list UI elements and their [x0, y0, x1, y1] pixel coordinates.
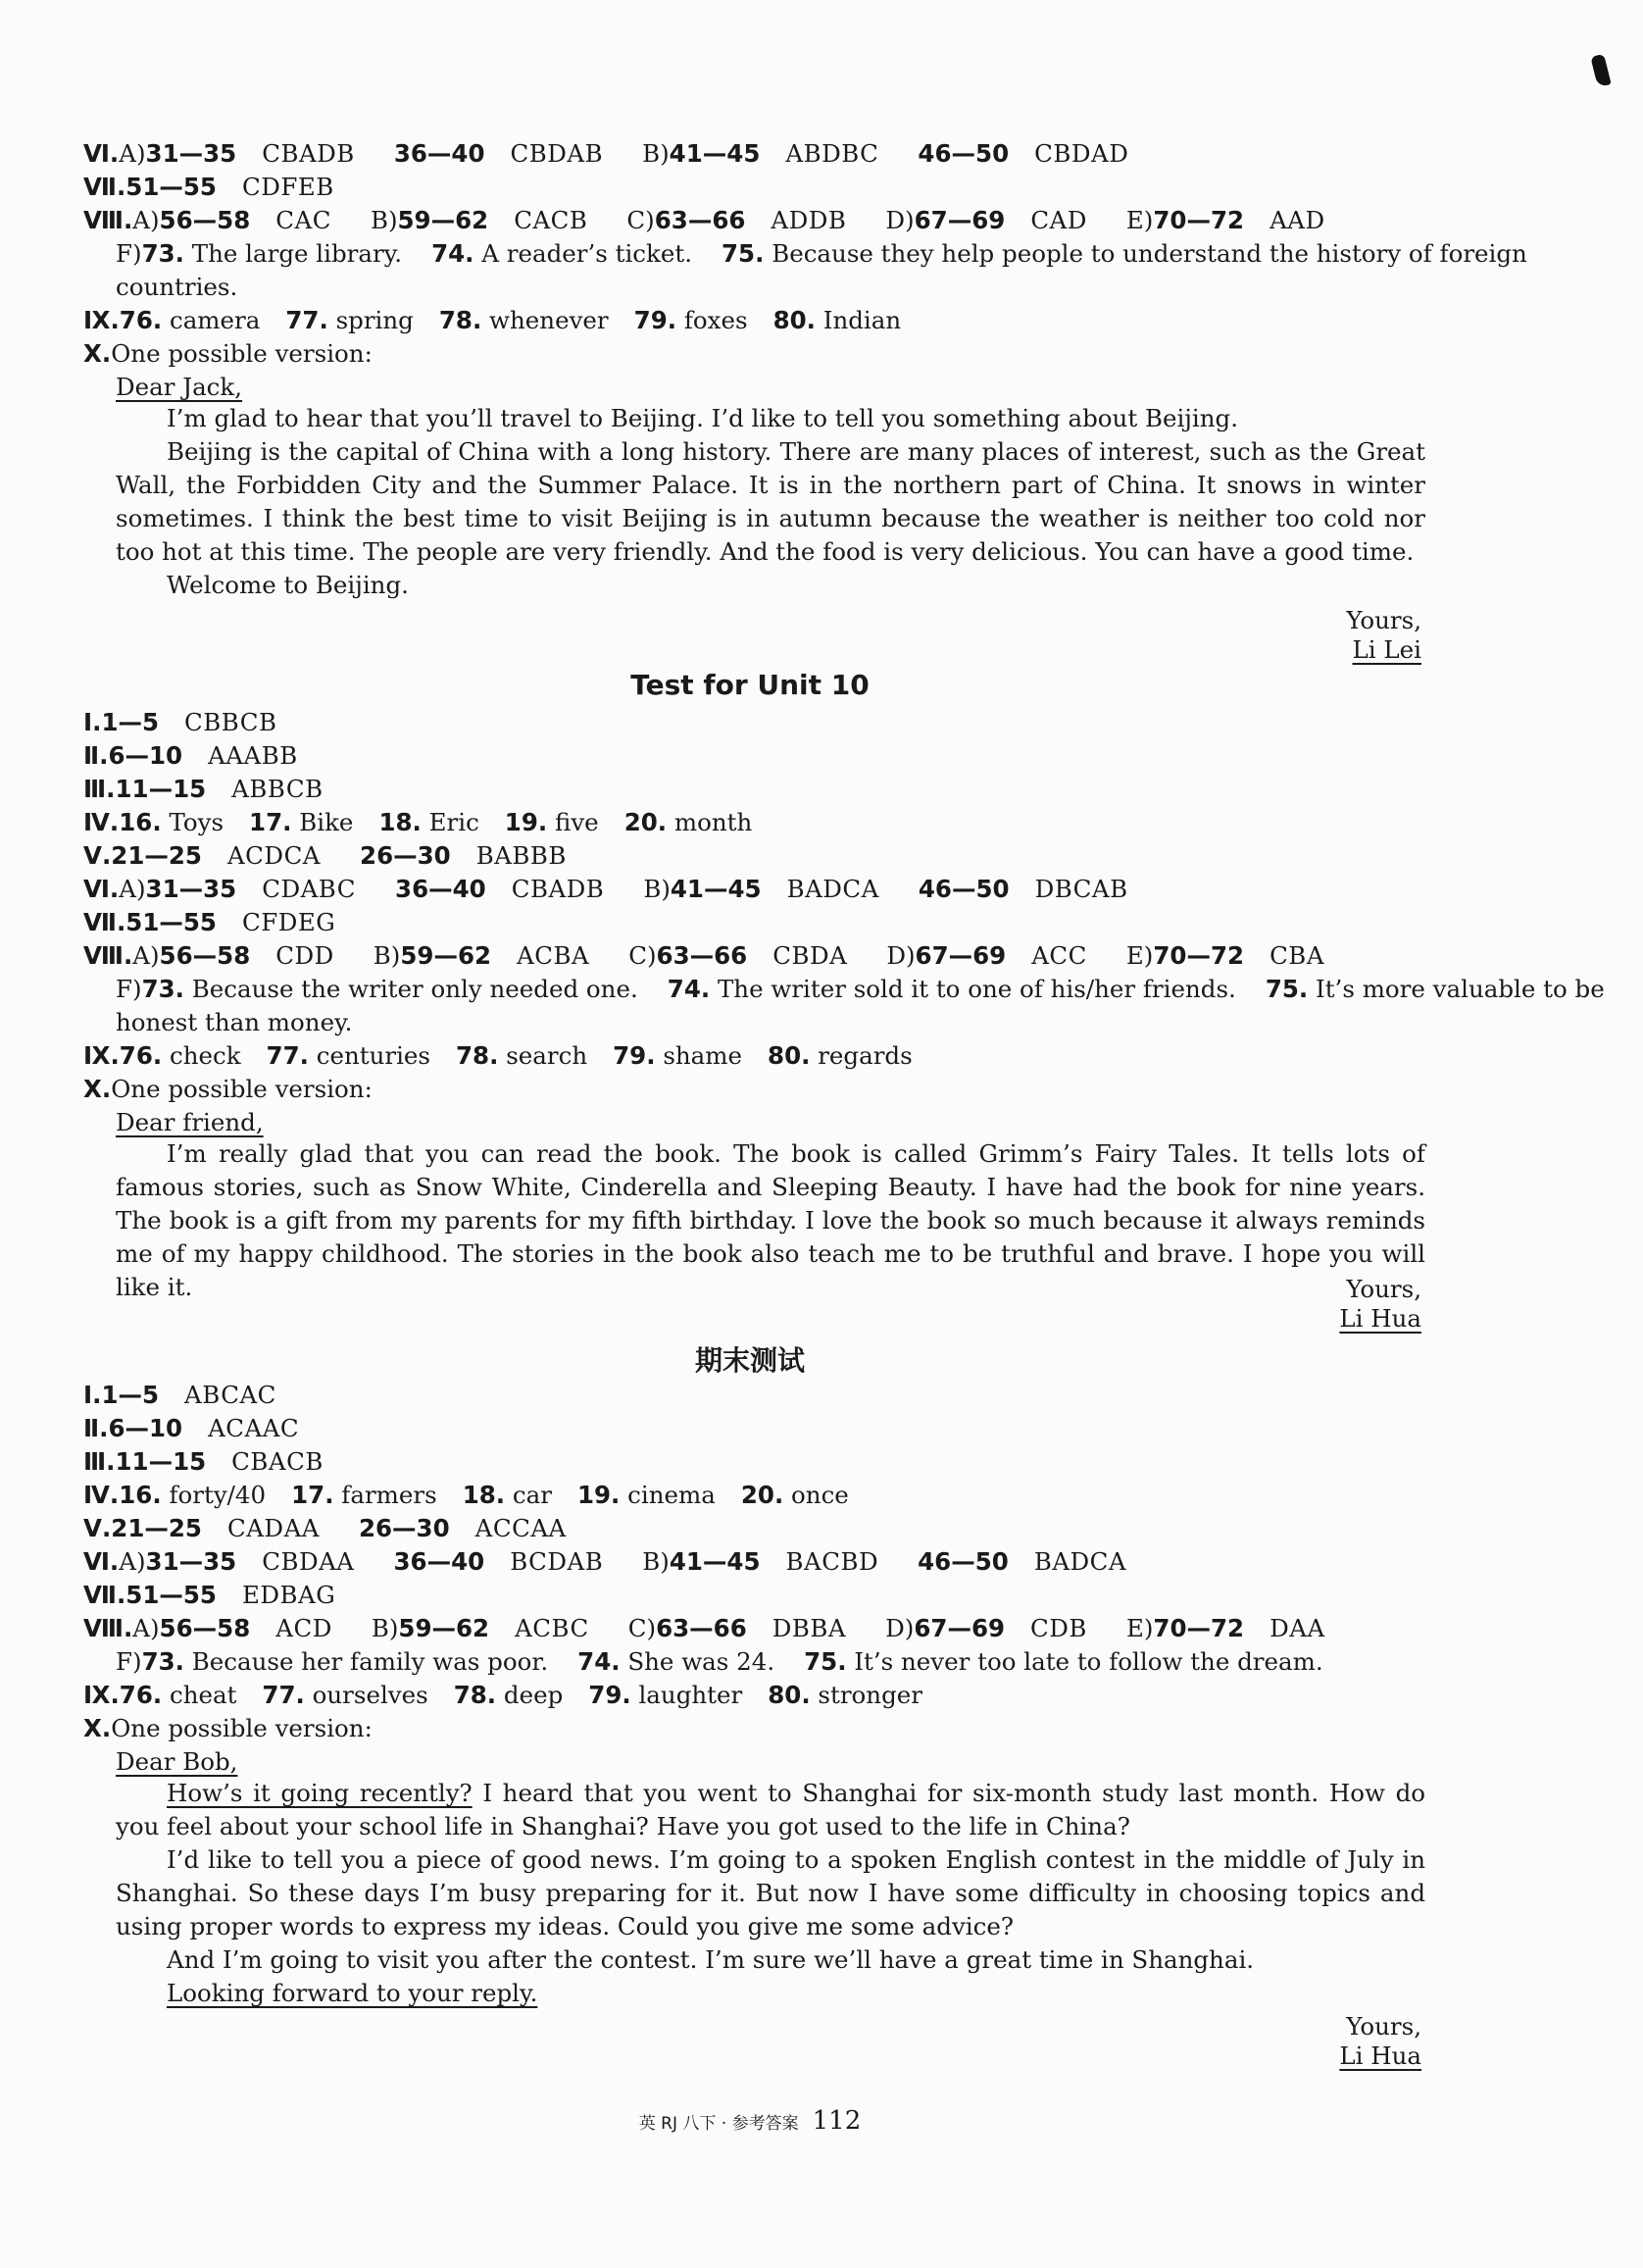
u10-section-vi: Ⅵ.A)31—35 CDABC 36—40 CBADB B)41—45 BADCA 46—50 DBCAB	[83, 875, 1128, 903]
final-letter-paragraph: And I’m going to visit you after the contest. I’m sure we’ll have a great time in Shanghai.	[167, 1945, 1255, 1974]
u9-letter-greeting: Dear Jack,	[116, 373, 243, 401]
final-section-iii: Ⅲ.11—15 CBACB	[83, 1447, 324, 1476]
u10-section-vii: Ⅶ.51—55 CFDEG	[83, 908, 336, 936]
u10-section-iv: Ⅳ.16. Toys 17. Bike 18. Eric 19. five 20. month	[83, 808, 753, 836]
final-section-x: Ⅹ.One possible version:	[83, 1714, 373, 1742]
u10-section-v: Ⅴ.21—25 ACDCA 26—30 BABBB	[83, 841, 567, 870]
u10-section-x: Ⅹ.One possible version:	[83, 1075, 373, 1103]
u10-letter-greeting: Dear friend,	[116, 1108, 264, 1136]
u10-section-viii-f: F)73. Because the writer only needed one. 74. The writer sold it to one of his/her friends. 75. It’s more valuable to be	[116, 975, 1605, 1003]
final-letter-signoff: Yours, Li Hua	[1339, 2012, 1421, 2070]
u9-letter-paragraph: Welcome to Beijing.	[167, 571, 409, 599]
u10-letter-paragraph: I’m really glad that you can read the book. The book is called Grimm’s Fairy Tales. It tells lots of famous stories, such as Snow White, Cinderella and Sleeping Beauty. I have had the book for nine years. The book is a gift from my parents for my fifth birthday. I love the book so much because it always reminds me of my happy childhood. The stories in the book also teach me to be truthful and brave. I hope you will like it.	[116, 1139, 1425, 1301]
unit10-title: Test for Unit 10	[630, 669, 870, 701]
u9-section-viii-f: F)73. The large library. 74. A reader’s ticket. 75. Because they help people to understand the history of foreign	[116, 239, 1527, 268]
final-section-ii: Ⅱ.6—10 ACAAC	[83, 1414, 300, 1442]
u10-section-i: Ⅰ.1—5 CBBCB	[83, 708, 277, 736]
u9-section-vi: Ⅵ.A)31—35 CBADB 36—40 CBDAB B)41—45 ABDBC 46—50 CBDAD	[83, 139, 1129, 168]
footer-label: 英 RJ 八下 · 参考答案	[638, 2114, 799, 2134]
ink-mark-icon	[1590, 54, 1611, 87]
final-letter-body	[116, 1777, 1425, 2010]
final-section-iv: Ⅳ.16. forty/40 17. farmers 18. car 19. cinema 20. once	[83, 1481, 849, 1509]
u9-section-viii-f-cont: countries.	[116, 273, 238, 301]
final-test-title: 期末测试	[694, 1344, 805, 1377]
u10-section-viii: Ⅷ.A)56—58 CDD B)59—62 ACBA C)63—66 CBDA D)67—69 ACC E)70—72 CBA	[83, 941, 1325, 970]
final-section-ix: Ⅸ.76. cheat 77. ourselves 78. deep 79. laughter 80. stronger	[83, 1681, 922, 1709]
final-letter-paragraph: Looking forward to your reply.	[167, 1979, 538, 2007]
page-footer	[0, 2106, 1500, 2136]
final-section-viii: Ⅷ.A)56—58 ACD B)59—62 ACBC C)63—66 DBBA D)67—69 CDB E)70—72 DAA	[83, 1614, 1325, 1642]
u9-letter-paragraph: I’m glad to hear that you’ll travel to Beijing. I’d like to tell you something about Beijing.	[167, 404, 1238, 432]
final-letter-paragraph: How’s it going recently? I heard that you went to Shanghai for six-month study last month. How do you feel about your school life in Shanghai? Have you got used to the life in China?	[116, 1779, 1426, 1840]
u10-section-iii: Ⅲ.11—15 ABBCB	[83, 775, 324, 803]
page-number: 112	[812, 2106, 862, 2136]
final-section-i: Ⅰ.1—5 ABCAC	[83, 1381, 276, 1409]
u9-section-vii: Ⅶ.51—55 CDFEB	[83, 173, 334, 201]
final-section-v: Ⅴ.21—25 CADAA 26—30 ACCAA	[83, 1514, 567, 1542]
final-section-vii: Ⅶ.51—55 EDBAG	[83, 1581, 336, 1609]
u9-letter-signoff: Yours, Li Lei	[1346, 606, 1421, 664]
u9-letter-paragraph: Beijing is the capital of China with a long history. There are many places of interest, such as the Great Wall, the Forbidden City and the Summer Palace. It is in the northern part of China. It snows in winter sometimes. I think the best time to visit Beijing is in autumn because the weather is neither too cold nor too hot at this time. The people are very friendly. And the food is very delicious. You can have a good time.	[116, 437, 1425, 566]
final-section-vi: Ⅵ.A)31—35 CBDAA 36—40 BCDAB B)41—45 BACBD 46—50 BADCA	[83, 1547, 1127, 1576]
u9-section-viii: Ⅷ.A)56—58 CAC B)59—62 CACB C)63—66 ADDB D)67—69 CAD E)70—72 AAD	[83, 206, 1325, 234]
u10-letter-body	[116, 1137, 1425, 1304]
u10-section-viii-f-cont: honest than money.	[116, 1008, 353, 1036]
u10-section-ix: Ⅸ.76. check 77. centuries 78. search 79. shame 80. regards	[83, 1041, 913, 1070]
u9-section-ix: Ⅸ.76. camera 77. spring 78. whenever 79. foxes 80. Indian	[83, 306, 902, 334]
u9-letter-body	[116, 402, 1425, 602]
u9-section-x: Ⅹ.One possible version:	[83, 339, 373, 368]
u10-section-ii: Ⅱ.6—10 AAABB	[83, 741, 298, 770]
u10-letter-signoff: Yours, Li Hua	[1339, 1275, 1421, 1333]
final-letter-greeting: Dear Bob,	[116, 1747, 238, 1776]
final-letter-paragraph: I’d like to tell you a piece of good news. I’m going to a spoken English contest in the middle of July in Shanghai. So these days I’m busy preparing for it. But now I have some difficulty in choosing topics and using proper words to express my ideas. Could you give me some advice?	[116, 1845, 1425, 1940]
final-section-viii-f: F)73. Because her family was poor. 74. She was 24. 75. It’s never too late to follow the dream.	[116, 1647, 1323, 1676]
